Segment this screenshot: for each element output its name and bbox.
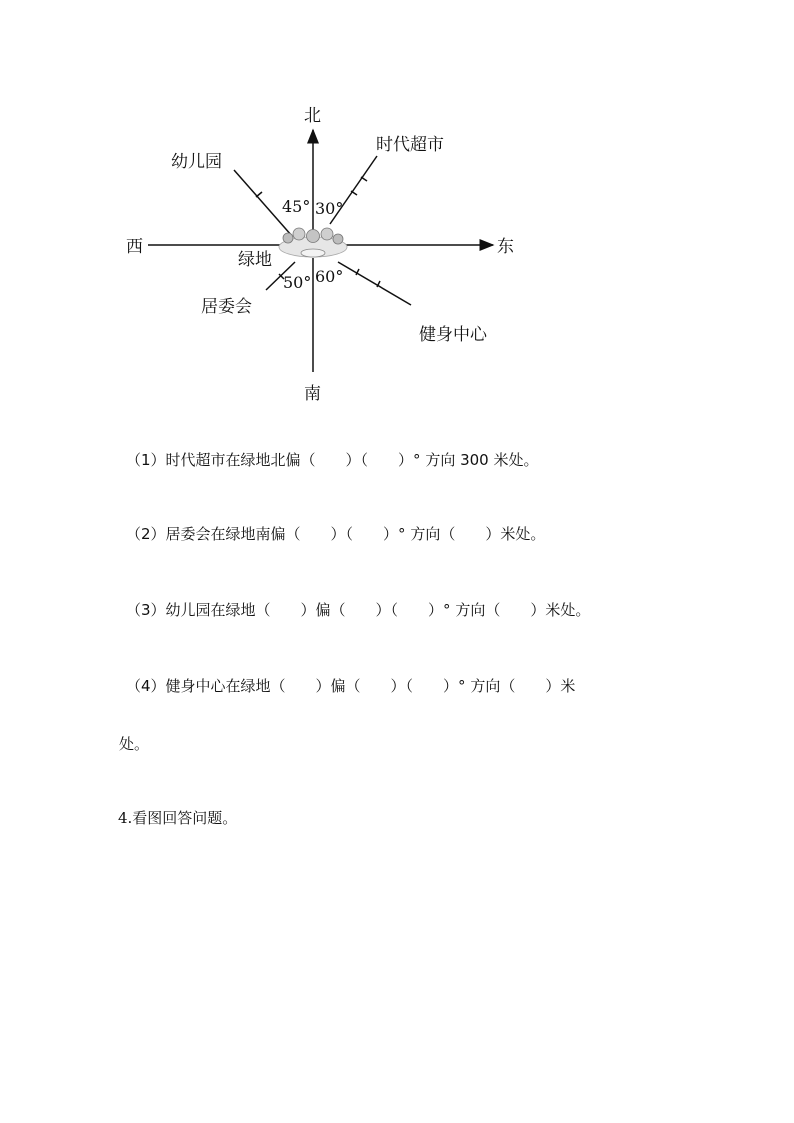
angle-se-label: 60° xyxy=(315,267,344,286)
question-1: （1）时代超市在绿地北偏（ ）（ ）° 方向 300 米处。 xyxy=(126,451,539,469)
question-3: （3）幼儿园在绿地（ ）偏（ ）（ ）° 方向（ ）米处。 xyxy=(126,601,591,619)
angle-sw-label: 50° xyxy=(283,273,312,292)
ray-fitness xyxy=(338,262,411,305)
question-4: （4）健身中心在绿地（ ）偏（ ）（ ）° 方向（ ）米 xyxy=(126,677,576,695)
west-label: 西 xyxy=(126,237,143,257)
fitness-center-label: 健身中心 xyxy=(419,325,487,345)
kindergarten-label: 幼儿园 xyxy=(171,152,222,172)
south-label: 南 xyxy=(304,384,321,404)
committee-label: 居委会 xyxy=(201,297,252,317)
east-label: 东 xyxy=(497,237,514,257)
north-label: 北 xyxy=(304,106,321,126)
next-problem-heading: 4.看图回答问题。 xyxy=(118,809,238,827)
question-2: （2）居委会在绿地南偏（ ）（ ）° 方向（ ）米处。 xyxy=(126,525,546,543)
green-space-label: 绿地 xyxy=(238,250,272,270)
supermarket-label: 时代超市 xyxy=(376,135,444,155)
direction-diagram xyxy=(0,0,794,420)
question-4-continuation: 处。 xyxy=(119,735,150,753)
angle-ne-label: 30° xyxy=(315,199,344,218)
angle-nw-label: 45° xyxy=(282,197,311,216)
